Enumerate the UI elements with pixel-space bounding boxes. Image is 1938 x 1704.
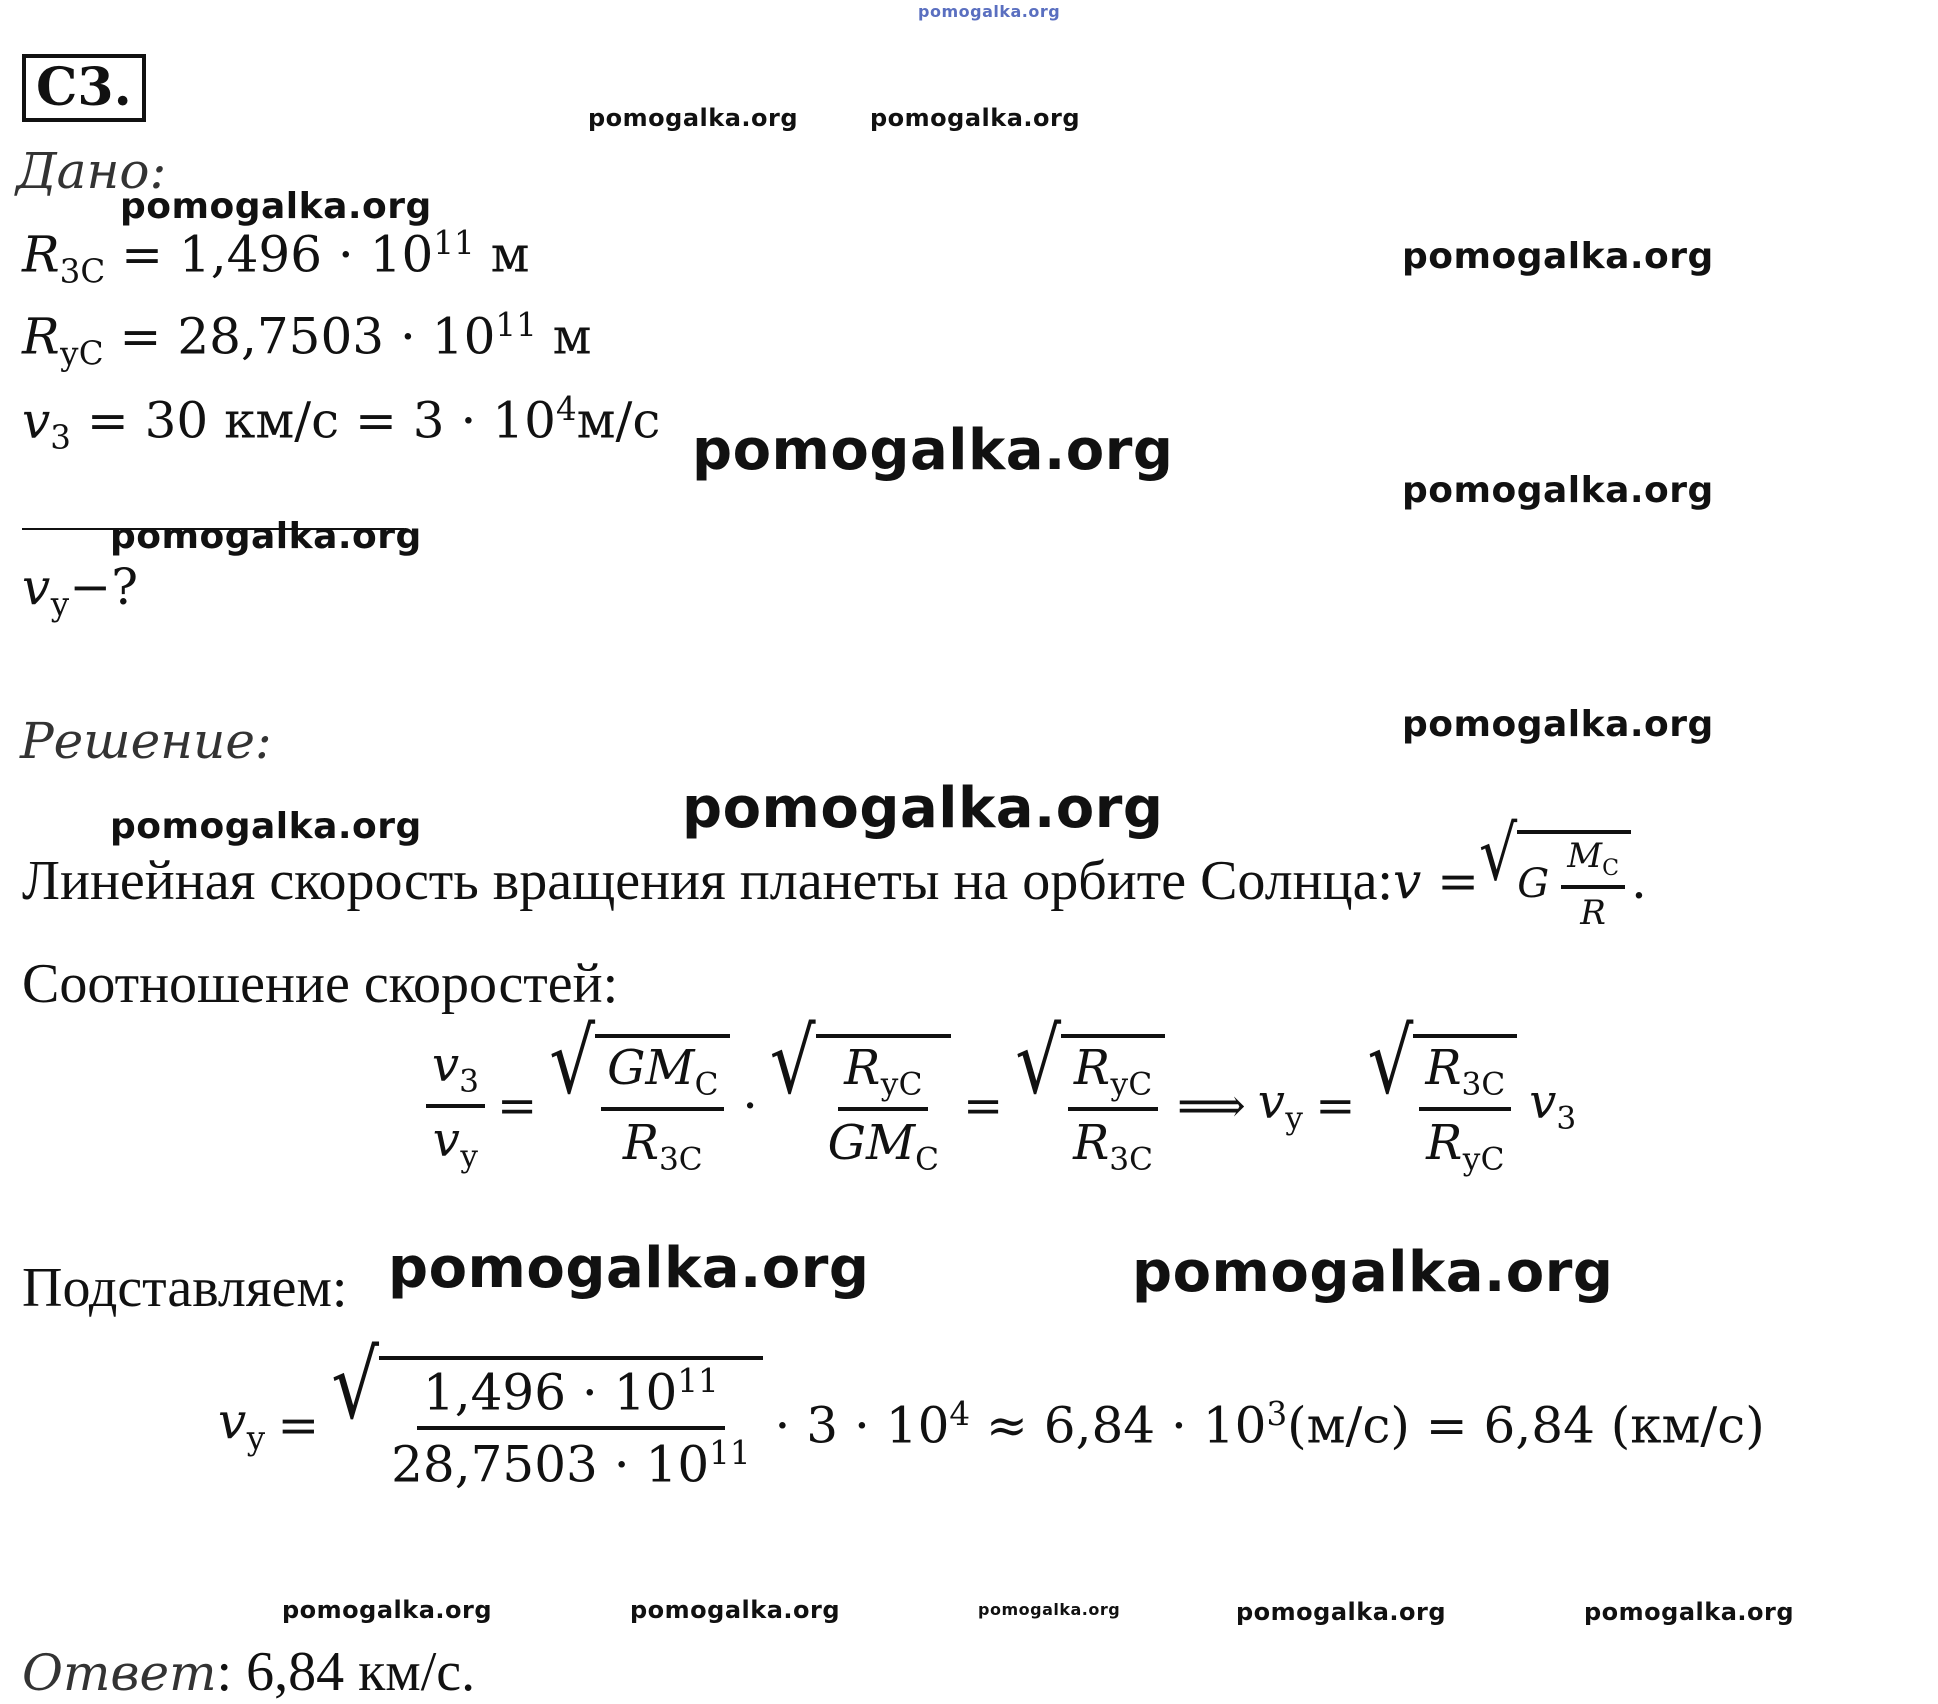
linear-speed-root: √ G $\frac{M_C}{R}$ — [1479, 830, 1631, 933]
watermark: pomogalka.org — [110, 516, 422, 557]
given-label: Дано: — [16, 142, 167, 200]
watermark: pomogalka.org — [110, 806, 422, 847]
given-v-earth: $v_3 = 30$ $км/с = 3 \cdot 10^4м/с$ — [22, 390, 661, 457]
solution-label: Решение: — [20, 712, 272, 770]
task-label: C3. — [22, 54, 146, 122]
watermark: pomogalka.org — [630, 1596, 841, 1624]
watermark: pomogalka.org — [388, 1236, 870, 1301]
watermark: pomogalka.org — [1402, 704, 1714, 745]
linear-speed-text: Линейная скорость вращения планеты на орбите Солнца: — [22, 850, 1393, 913]
given-r-uranus-sun: $R_{уC} = 28,7503 \cdot 10^{11}$ м — [22, 306, 592, 373]
linear-speed-line: Линейная скорость вращения планеты на орбите Солнца: v = √ G $\frac{M_C}{R}$ . — [22, 810, 1647, 933]
substitute-label: Подставляем: — [22, 1257, 348, 1319]
watermark: pomogalka.org — [1236, 1598, 1447, 1626]
watermark: pomogalka.org — [282, 1596, 493, 1624]
watermark: pomogalka.org — [1584, 1598, 1795, 1626]
watermark: pomogalka.org — [978, 1600, 1121, 1619]
watermark: pomogalka.org — [1402, 470, 1714, 511]
watermark: pomogalka.org — [870, 104, 1081, 132]
watermark: pomogalka.org — [120, 186, 432, 227]
answer-label: Ответ — [22, 1644, 217, 1702]
watermark: pomogalka.org — [918, 2, 1061, 21]
watermark: pomogalka.org — [588, 104, 799, 132]
given-r-earth-sun: $R_{3C} = 1,496 \cdot 10^{11}$ м — [22, 224, 530, 291]
watermark: pomogalka.org — [682, 776, 1164, 841]
watermark: pomogalka.org — [1402, 236, 1714, 277]
find-unknown: $v_у-$? — [22, 558, 139, 623]
ratio-label: Соотношение скоростей: — [22, 953, 619, 1015]
substitute-formula: $v_у$ = √ $\frac{1,496 \cdot 10^{11}}{28,7503 \cdot 10^{11}}$ · $3 \cdot 10^4 \approx 6,84 \cdot 10^3(м/с) = 6,84$ (км/с) — [218, 1330, 1765, 1494]
watermark: pomogalka.org — [692, 418, 1174, 483]
watermark: pomogalka.org — [1132, 1240, 1614, 1305]
ratio-formula: $\frac{v_3}{v_у}$ = √ $\frac{GM_C}{R_{3C}}$ · √ $\frac{R_{уC}}{GM_C}$ = √ $\frac{R_{уC}}{R_{3C}}$ ⟹ $v_у$ = √ $\frac{R_{3C}}{R_{уC}}$ $v_3$ — [420, 1034, 1582, 1177]
answer-value: : 6,84 км/с. — [216, 1641, 476, 1703]
answer-line — [22, 1640, 475, 1704]
